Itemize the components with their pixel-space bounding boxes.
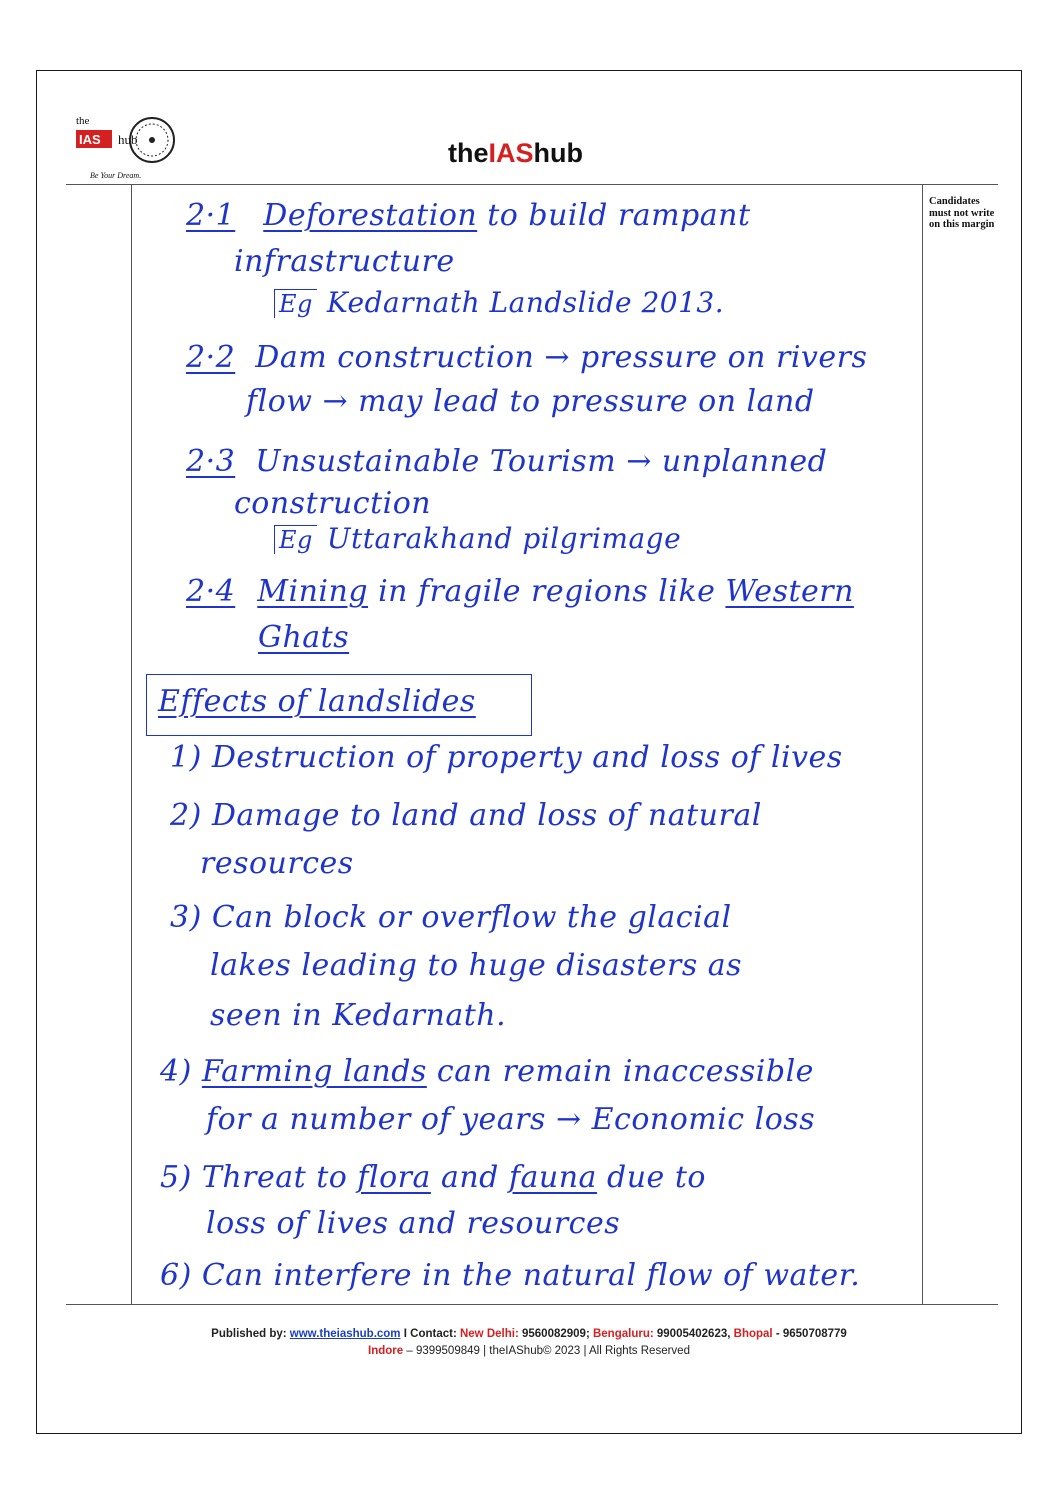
logo-hub: hub [118, 132, 138, 147]
cause-2-2-text: Dam construction → pressure on rivers [255, 340, 868, 375]
effect-2-line1: 2) Damage to land and loss of natural [170, 798, 762, 833]
cause-2-4-keyword: Mining [257, 574, 369, 609]
effect-5-line2: loss of lives and resources [206, 1206, 621, 1241]
effect-4-keyword: Farming lands [201, 1054, 427, 1089]
footer-line-2 [0, 1343, 1058, 1360]
cause-2-2-line2: flow → may lead to pressure on land [246, 384, 815, 419]
footer-published-label: Published by: [211, 1328, 287, 1340]
footer-city-bengaluru: Bengaluru: [592, 1328, 654, 1340]
eg-marker: Eg [274, 289, 317, 318]
site-title-suffix: hub [533, 138, 583, 168]
logo-tagline: Be Your Dream. [90, 171, 142, 180]
right-margin-rule [922, 184, 923, 1304]
effect-5-and: and [440, 1160, 499, 1195]
cause-2-1-number: 2·1 [186, 198, 236, 233]
cause-2-1-example-text: Kedarnath Landslide 2013. [326, 286, 725, 319]
effect-5-flora: flora [357, 1160, 431, 1195]
footer-city-delhi: New Delhi: [459, 1328, 519, 1340]
eg-marker-2: Eg [274, 525, 317, 554]
cause-2-4-line1 [186, 574, 854, 609]
cause-2-3-line2: construction [234, 486, 432, 521]
cause-2-1-line2: infrastructure [234, 244, 455, 279]
cause-2-1-keyword: Deforestation [263, 198, 478, 233]
effect-3-line3: seen in Kedarnath. [210, 998, 507, 1033]
footer-copyright: – 9399509849 | theIAShub© 2023 | All Rights Reserved [406, 1345, 690, 1357]
effect-3-line1: 3) Can block or overflow the glacial [170, 900, 732, 935]
effects-heading: Effects of landslides [158, 684, 476, 719]
footer-city-indore: Indore [368, 1345, 404, 1357]
footer-phone-bhopal: - 9650708779 [775, 1328, 847, 1340]
cause-2-4-place: Western [725, 574, 854, 609]
footer-city-bhopal: Bhopal [733, 1328, 773, 1340]
effect-4-line2: for a number of years → Economic loss [206, 1102, 816, 1137]
cause-2-3-number: 2·3 [186, 444, 236, 479]
footer-rule [66, 1304, 998, 1305]
effect-2-line2: resources [200, 846, 354, 881]
cause-2-3-example [274, 522, 681, 555]
effect-5-fauna: fauna [508, 1160, 597, 1195]
site-title [448, 138, 583, 169]
cause-2-4-line2: Ghats [258, 620, 350, 655]
cause-2-2-line1 [186, 340, 867, 375]
left-margin-rule [131, 184, 132, 1304]
effect-3-line2: lakes leading to huge disasters as [210, 948, 743, 983]
effect-4-line1 [160, 1054, 814, 1089]
cause-2-3-text: Unsustainable Tourism → unplanned [255, 444, 828, 479]
cause-2-1-text: to build rampant [487, 198, 751, 233]
footer-phone-bengaluru: 99005402623, [656, 1328, 731, 1340]
footer-phone-delhi: 9560082909; [521, 1328, 590, 1340]
cause-2-1-example [274, 286, 724, 319]
footer-line-1 [0, 1326, 1058, 1343]
site-title-prefix: the [448, 138, 489, 168]
footer [0, 1326, 1058, 1360]
effect-5-text: 5) Threat to [160, 1160, 348, 1195]
effect-6: 6) Can interfere in the natural flow of water. [160, 1258, 861, 1293]
cause-2-3-line1 [186, 444, 827, 479]
header-rule [66, 184, 998, 185]
logo-the: the [76, 115, 90, 127]
cause-2-2-number: 2·2 [186, 340, 236, 375]
iashub-logo [74, 112, 186, 184]
logo-ias: IAS [79, 132, 101, 147]
cause-2-4-text: in fragile regions like [378, 574, 716, 609]
site-title-mid: IAS [488, 138, 534, 168]
effect-5-rest: due to [607, 1160, 706, 1195]
footer-website-link[interactable]: www.theiashub.com [289, 1328, 401, 1340]
cause-2-1-line1 [186, 198, 751, 233]
footer-contact-label: I Contact: [403, 1328, 457, 1340]
effect-4-text: can remain inaccessible [436, 1054, 814, 1089]
effect-4-number: 4) [160, 1054, 192, 1089]
effect-1: 1) Destruction of property and loss of lives [170, 740, 843, 775]
effect-5-line1 [160, 1160, 706, 1195]
cause-2-4-number: 2·4 [186, 574, 236, 609]
cause-2-3-example-text: Uttarakhand pilgrimage [326, 522, 682, 555]
margin-note: Candidates must not write on this margin [929, 196, 995, 230]
